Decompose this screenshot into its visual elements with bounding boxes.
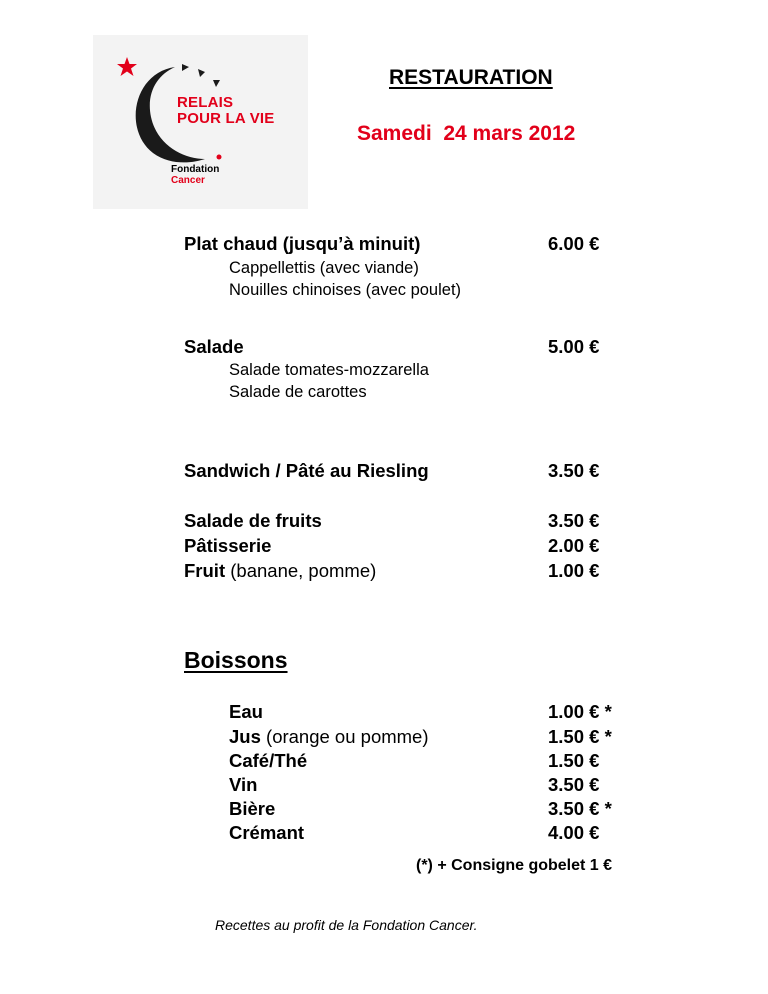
menu-item-price: 3.50 €: [548, 510, 600, 531]
menu-item-name: Plat chaud (jusqu’à minuit): [184, 233, 421, 254]
menu-item-name: Salade: [184, 336, 244, 357]
drink-price: 3.50 €: [548, 774, 600, 795]
drink-jus: [229, 726, 429, 748]
triangle-icon: [182, 64, 189, 71]
drink-detail: (orange ou pomme): [266, 726, 429, 747]
dot-icon: [217, 155, 222, 160]
drink-price: 1.50 € *: [548, 726, 612, 747]
menu-item-name: Salade de fruits: [184, 510, 322, 531]
drink-name: Eau: [229, 701, 263, 722]
drink-name: Jus: [229, 726, 261, 747]
logo-title: [177, 95, 275, 127]
triangle-icon: [213, 80, 220, 87]
drink-price: 4.00 €: [548, 822, 600, 843]
triangle-icon: [198, 69, 205, 77]
logo-line2: POUR LA VIE: [177, 110, 275, 127]
footer-note: Recettes au profit de la Fondation Cancer.: [215, 917, 478, 933]
drink-name: Crémant: [229, 822, 305, 843]
section-title-drinks: Boissons: [184, 647, 288, 673]
star-icon: [117, 57, 137, 76]
menu-item-fruit: [184, 560, 376, 582]
drink-price: 1.50 €: [548, 750, 600, 771]
drink-name: Bière: [229, 798, 276, 819]
menu-subitem: Cappellettis (avec viande): [229, 259, 419, 277]
logo-org-line1: Fondation: [171, 164, 220, 175]
menu-item-detail: (banane, pomme): [230, 560, 377, 581]
menu-item-name: Sandwich / Pâté au Riesling: [184, 460, 429, 481]
event-date: Samedi 24 mars 2012: [357, 122, 576, 145]
menu-item-price: 6.00 €: [548, 233, 600, 254]
menu-subitem: Salade de carottes: [229, 383, 367, 401]
logo-line1: RELAIS: [177, 94, 234, 111]
menu-subitem: Nouilles chinoises (avec poulet): [229, 281, 462, 299]
drink-price: 1.00 € *: [548, 701, 612, 722]
menu-subitem: Salade tomates-mozzarella: [229, 361, 429, 379]
menu-item-price: 5.00 €: [548, 336, 600, 357]
deposit-note: (*) + Consigne gobelet 1 €: [416, 857, 613, 874]
menu-item-price: 2.00 €: [548, 535, 600, 556]
menu-item-name: Fruit: [184, 560, 226, 581]
logo-org-line2: Cancer: [171, 175, 205, 186]
drink-name: Vin: [229, 774, 258, 795]
menu-item-price: 3.50 €: [548, 460, 600, 481]
logo: [93, 35, 308, 209]
menu-item-name: Pâtisserie: [184, 535, 272, 556]
logo-org: [171, 164, 219, 186]
menu-item-price: 1.00 €: [548, 560, 600, 581]
drink-name: Café/Thé: [229, 750, 308, 771]
drink-price: 3.50 € *: [548, 798, 612, 819]
page-title: RESTAURATION: [389, 66, 553, 89]
